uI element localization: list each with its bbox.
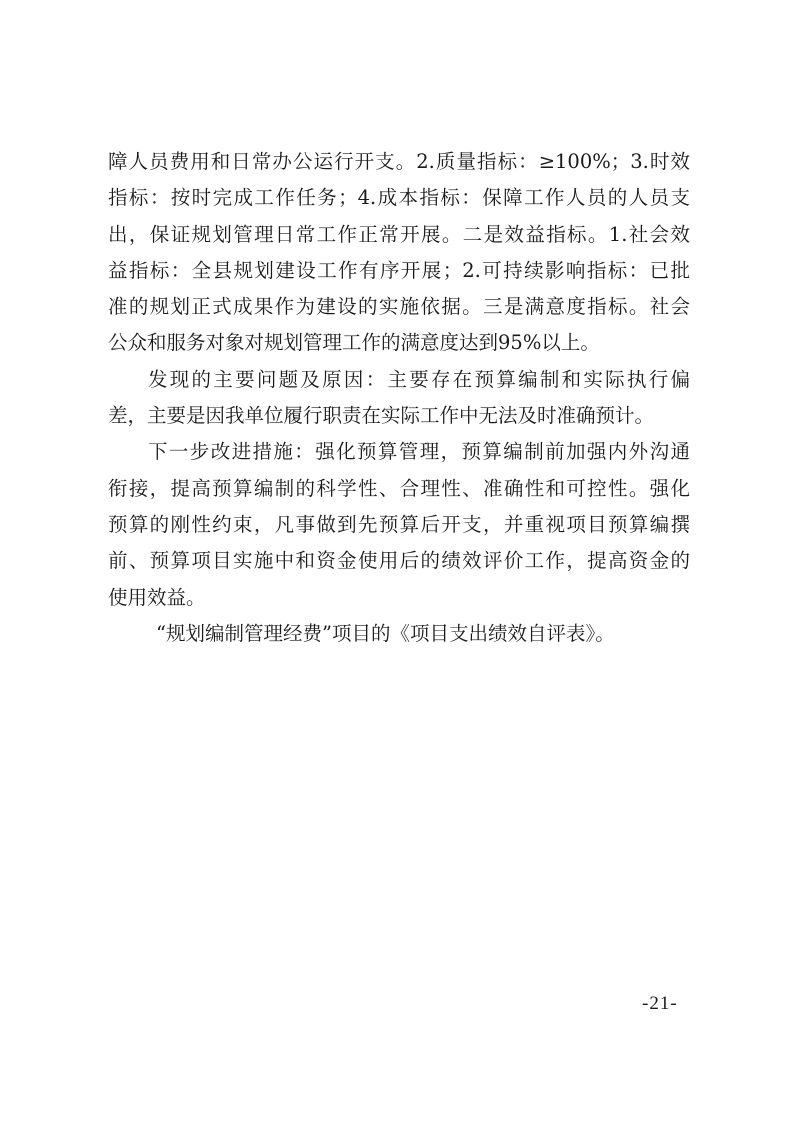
paragraph-problems [108,362,690,435]
text-line: 公众和服务对象对规划管理工作的满意度达到95%以上。 [108,331,600,355]
text-line: 指标：按时完成工作任务；4.成本指标：保障工作人员的人员支 [108,186,690,210]
text-line: 障人员费用和日常办公运行开支。2.质量指标：≥100%；3.时效 [108,150,690,173]
text-line: 衔接，提高预算编制的科学性、合理性、准确性和可控性。强化 [108,476,690,500]
text-line: 使用效益。 [108,585,206,609]
text-line: 发现的主要问题及原因：主要存在预算编制和实际执行偏 [148,367,690,391]
text-line: 预算的刚性约束，凡事做到先预算后开支，并重视项目预算编撰 [108,512,690,536]
text-line: 出，保证规划管理日常工作正常开展。二是效益指标。1.社会效 [108,222,690,246]
text-line: 下一步改进措施：强化预算管理，预算编制前加强内外沟通 [148,440,690,464]
paragraph-attachment-note [108,616,690,652]
text-line: 前、预算项目实施中和资金使用后的绩效评价工作，提高资金的 [108,549,690,573]
page-number: -21- [642,993,678,1014]
paragraph-improvements [108,434,690,615]
text-line: 准的规划正式成果作为建设的实施依据。三是满意度指标。社会 [108,295,690,319]
text-line: 差，主要是因我单位履行职责在实际工作中无法及时准确预计。 [108,404,655,428]
text-line: 益指标：全县规划建设工作有序开展；2.可持续影响指标：已批 [108,258,690,282]
paragraph-indicators [108,144,690,362]
text-line: “规划编制管理经费”项目的《项目支出绩效自评表》。 [156,621,615,645]
document-body [108,144,690,652]
